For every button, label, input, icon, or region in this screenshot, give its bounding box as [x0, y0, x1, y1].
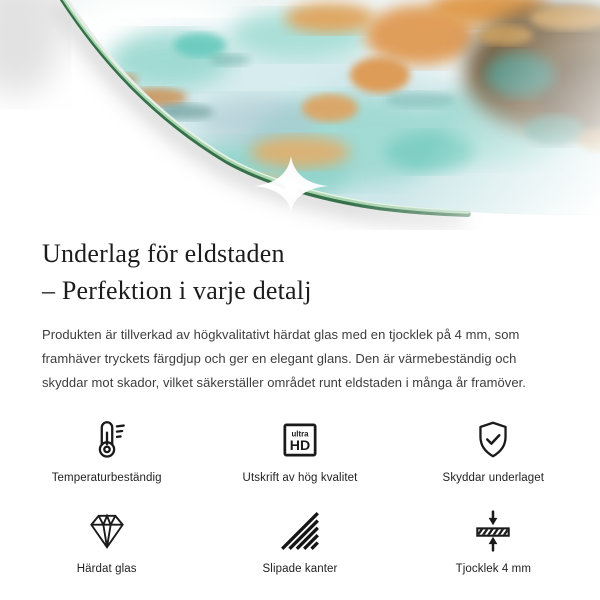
shield-check-icon [470, 417, 516, 463]
hero-section [0, 0, 600, 230]
feature-label: Tjocklek 4 mm [455, 563, 532, 575]
svg-text:HD: HD [289, 436, 311, 453]
page-title [42, 236, 558, 309]
feature-label: Utskrift av hög kvalitet [242, 472, 358, 484]
glass-panel-image [0, 0, 600, 230]
content-section [0, 236, 600, 395]
feature-item-protects [397, 417, 590, 484]
product-description: Produkten är tillverkad av högkvalitativt härdat glas med en tjocklek på 4 mm, som framhäver tryckets färgdjup och ger en elegant glans. Den är värmebeständig och skyddar mot skador, vilket säkerställer området runt eldstaden i många år framöver. [42, 327, 526, 390]
feature-label: Temperaturbeständig [51, 472, 162, 484]
thickness-icon [470, 508, 516, 554]
feature-label: Slipade kanter [262, 563, 338, 575]
feature-item-tempered-glass [10, 508, 203, 575]
page-title-line2: – Perfektion i varje detalj [42, 275, 312, 305]
features-grid [0, 417, 600, 575]
thermometer-icon [84, 417, 130, 463]
feature-label: Skyddar underlaget [442, 472, 545, 484]
feature-item-print-quality [203, 417, 396, 484]
feature-item-temperature [10, 417, 203, 484]
page-title-line1: Underlag för eldstaden [42, 239, 285, 268]
feature-label: Härdat glas [76, 563, 137, 575]
feature-item-polished-edges [203, 508, 396, 575]
svg-text:ultra: ultra [291, 429, 309, 439]
feature-item-thickness [397, 508, 590, 575]
beveled-edges-icon [277, 508, 323, 554]
ultra-hd-icon [277, 417, 323, 463]
diamond-icon [84, 508, 130, 554]
